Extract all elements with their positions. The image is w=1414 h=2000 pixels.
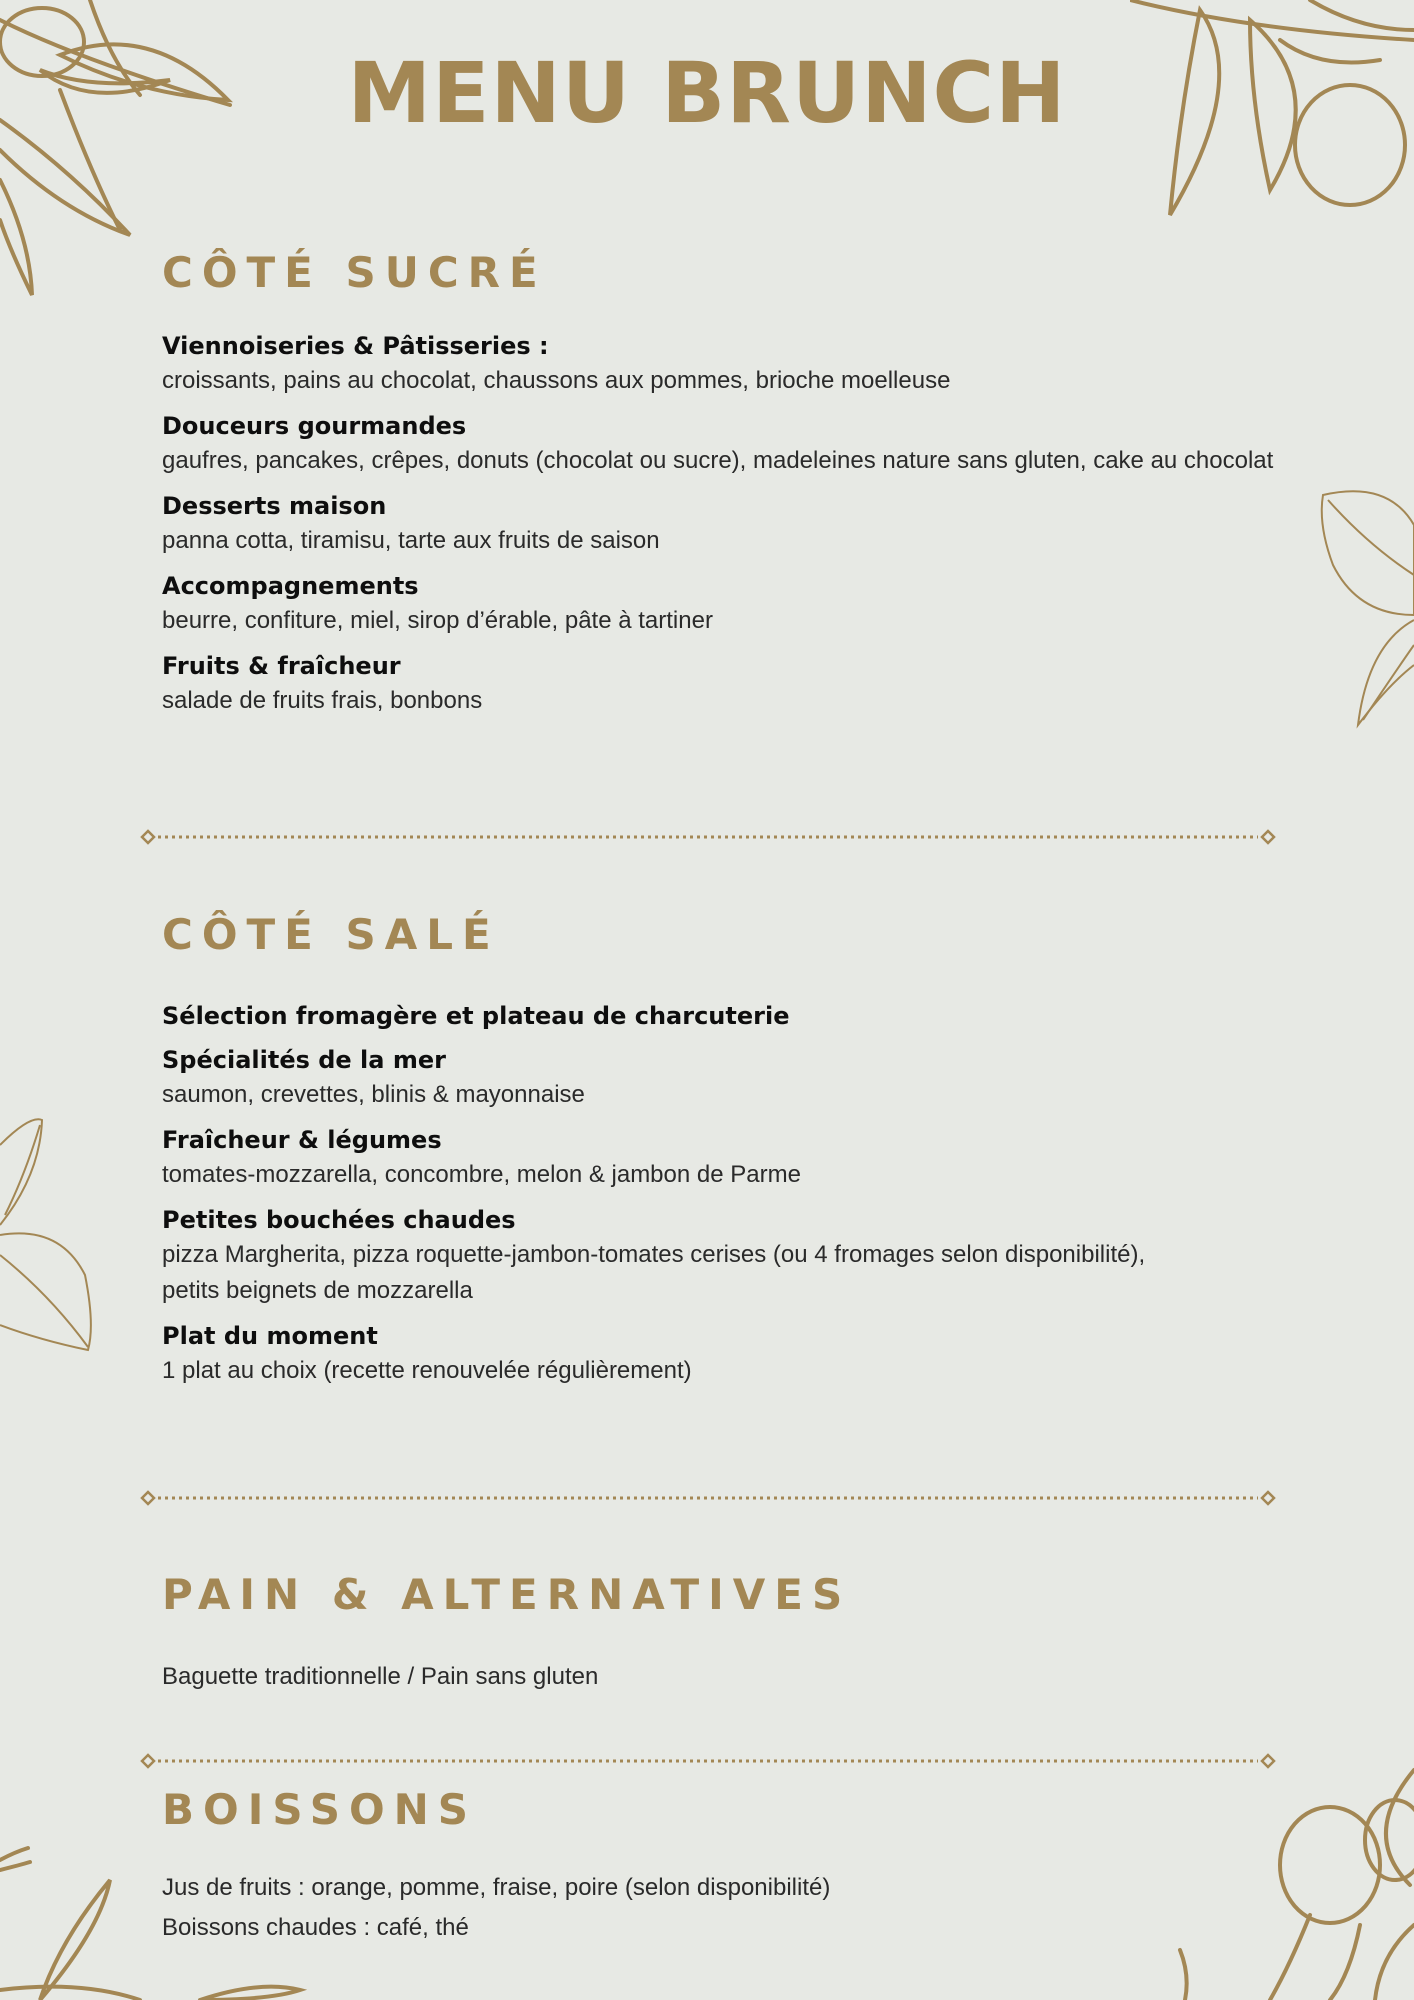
- menu-item-name: Desserts maison: [162, 492, 387, 520]
- section-boissons: [162, 1785, 1282, 1946]
- menu-item-name: Viennoiseries & Pâtisseries :: [162, 332, 549, 360]
- menu-line: Jus de fruits : orange, pomme, fraise, poire (selon disponibilité): [162, 1874, 831, 1901]
- section-cote-sale: [162, 910, 1282, 1399]
- menu-item-description: salade de fruits frais, bonbons: [162, 687, 483, 714]
- menu-item-name: Accompagnements: [162, 572, 419, 600]
- menu-line: Boissons chaudes : café, thé: [162, 1914, 469, 1941]
- dotted-divider: [140, 829, 1276, 845]
- menu-item: [162, 329, 1282, 399]
- menu-item: [162, 649, 1282, 719]
- section-heading: CÔTÉ SUCRÉ: [162, 248, 547, 297]
- menu-item-description: gaufres, pancakes, crêpes, donuts (chocolat ou sucre), madeleines nature sans gluten, cake au chocolat: [162, 447, 1274, 474]
- menu-item: [162, 569, 1282, 639]
- menu-item-name: Plat du moment: [162, 1322, 378, 1350]
- menu-item-description: tomates-mozzarella, concombre, melon & jambon de Parme: [162, 1161, 801, 1188]
- menu-item-name: Fraîcheur & légumes: [162, 1126, 442, 1154]
- menu-item: [162, 999, 1282, 1033]
- section-pain-alternatives: [162, 1570, 1282, 1695]
- menu-item-description: pizza Margherita, pizza roquette-jambon-tomates cerises (ou 4 fromages selon disponibilité), petits beignets de mozzarella: [162, 1241, 1146, 1304]
- section-heading: CÔTÉ SALÉ: [162, 910, 500, 959]
- menu-item: [162, 489, 1282, 559]
- menu-item-description: panna cotta, tiramisu, tarte aux fruits de saison: [162, 527, 660, 554]
- menu-item-name: Sélection fromagère et plateau de charcuterie: [162, 1002, 790, 1030]
- section-cote-sucre: [162, 248, 1282, 729]
- menu-item-description: saumon, crevettes, blinis & mayonnaise: [162, 1081, 585, 1108]
- menu-item-description: beurre, confiture, miel, sirop d’érable, pâte à tartiner: [162, 607, 713, 634]
- menu-item-name: Fruits & fraîcheur: [162, 652, 401, 680]
- menu-item-name: Spécialités de la mer: [162, 1046, 446, 1074]
- page-title: MENU BRUNCH: [347, 44, 1067, 142]
- dotted-divider: [140, 1753, 1276, 1769]
- leaf-left-illustration: [0, 1115, 95, 1360]
- menu-item-name: Douceurs gourmandes: [162, 412, 467, 440]
- menu-item: [162, 1319, 1282, 1389]
- menu-item-description: croissants, pains au chocolat, chaussons aux pommes, brioche moelleuse: [162, 367, 951, 394]
- section-heading: PAIN & ALTERNATIVES: [162, 1570, 852, 1619]
- leaf-right-illustration: [1318, 485, 1414, 730]
- dotted-divider: [140, 1490, 1276, 1506]
- section-heading: BOISSONS: [162, 1785, 478, 1834]
- menu-item: [162, 1123, 1282, 1193]
- menu-line: Baguette traditionnelle / Pain sans gluten: [162, 1663, 599, 1690]
- menu-item-name: Petites bouchées chaudes: [162, 1206, 516, 1234]
- menu-item: [162, 1043, 1282, 1113]
- menu-item: [162, 1203, 1282, 1309]
- menu-item-description: 1 plat au choix (recette renouvelée régulièrement): [162, 1357, 692, 1384]
- menu-item: [162, 409, 1282, 479]
